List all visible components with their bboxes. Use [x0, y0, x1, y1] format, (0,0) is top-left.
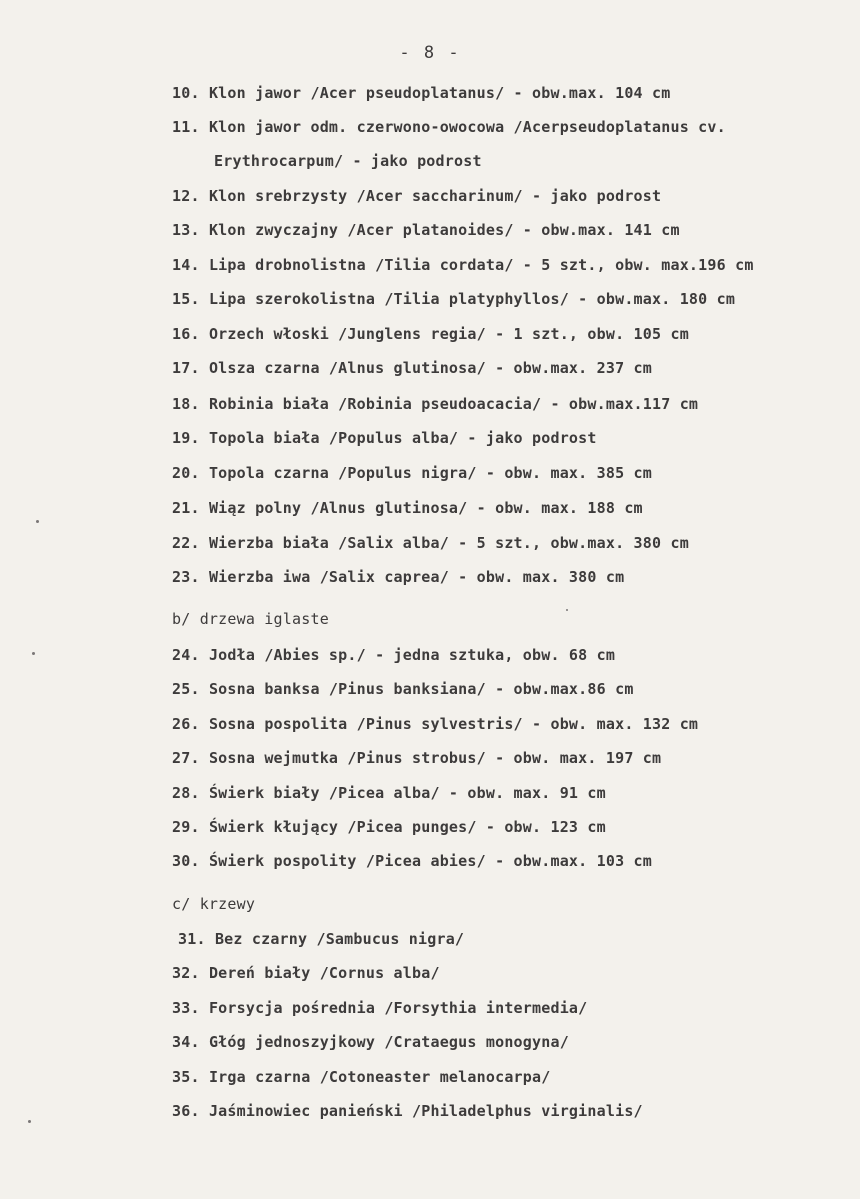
section-heading-shrubs: [172, 894, 255, 914]
paper-speck: [36, 520, 39, 523]
list-item: [172, 533, 689, 553]
paper-speck: [32, 652, 35, 655]
list-item: [178, 929, 464, 949]
list-item: [172, 289, 735, 309]
list-item: [172, 358, 652, 378]
item-text: Sosna banksa /Pinus banksiana/ - obw.max.86 cm: [208, 680, 634, 698]
item-number: 22.: [172, 534, 200, 552]
item-number: 25.: [172, 680, 200, 698]
item-text: Bez czarny /Sambucus nigra/: [214, 930, 465, 948]
list-item: [172, 963, 440, 983]
list-item: [172, 428, 597, 448]
item-number: 27.: [172, 749, 200, 767]
item-number: 12.: [172, 187, 200, 205]
item-number: 18.: [172, 395, 200, 413]
page-number: - 8 -: [399, 43, 461, 63]
list-item: [172, 998, 587, 1018]
item-text: Głóg jednoszyjkowy /Crataegus monogyna/: [208, 1033, 569, 1051]
item-number: 26.: [172, 715, 200, 733]
item-number: 21.: [172, 499, 200, 517]
list-item: [172, 645, 615, 665]
item-number: 33.: [172, 999, 200, 1017]
item-text: Klon zwyczajny /Acer platanoides/ - obw.max. 141 cm: [208, 221, 680, 239]
list-item: [172, 220, 680, 240]
item-text: Dereń biały /Cornus alba/: [208, 964, 440, 982]
item-number: 30.: [172, 852, 200, 870]
item-number: 20.: [172, 464, 200, 482]
item-text: Wiąz polny /Alnus glutinosa/ - obw. max. 188 cm: [208, 499, 643, 517]
list-item: [172, 186, 661, 206]
item-number: 13.: [172, 221, 200, 239]
item-number: 16.: [172, 325, 200, 343]
item-text: Klon jawor odm. czerwono-owocowa /Acerpseudoplatanus cv.: [208, 118, 726, 136]
list-item: [172, 324, 689, 344]
section-heading-conifers: [172, 609, 329, 629]
item-number: 24.: [172, 646, 200, 664]
paper-speck: [566, 609, 568, 611]
list-item: [172, 817, 606, 837]
item-text: Wierzba biała /Salix alba/ - 5 szt., obw.max. 380 cm: [208, 534, 689, 552]
heading-text: b/ drzewa iglaste: [172, 610, 329, 628]
item-text: Sosna wejmutka /Pinus strobus/ - obw. max. 197 cm: [208, 749, 662, 767]
list-item: [172, 463, 652, 483]
item-number: 34.: [172, 1033, 200, 1051]
item-number: 10.: [172, 84, 200, 102]
item-text: Erythrocarpum/ - jako podrost: [214, 152, 482, 170]
item-text: Świerk pospolity /Picea abies/ - obw.max. 103 cm: [208, 852, 653, 870]
item-text: Irga czarna /Cotoneaster melanocarpa/: [208, 1068, 551, 1086]
list-item: [172, 83, 670, 103]
item-text: Lipa szerokolistna /Tilia platyphyllos/ - obw.max. 180 cm: [208, 290, 736, 308]
list-item: [172, 567, 624, 587]
list-item: [172, 394, 698, 414]
item-text: Robinia biała /Robinia pseudoacacia/ - obw.max.117 cm: [208, 395, 699, 413]
list-item: [172, 498, 643, 518]
item-number: 32.: [172, 964, 200, 982]
item-text: Świerk kłujący /Picea punges/ - obw. 123 cm: [208, 818, 606, 836]
item-text: Wierzba iwa /Salix caprea/ - obw. max. 380 cm: [208, 568, 625, 586]
item-number: 19.: [172, 429, 200, 447]
item-number: 35.: [172, 1068, 200, 1086]
list-item: [172, 714, 698, 734]
item-number: 36.: [172, 1102, 200, 1120]
item-text: Sosna pospolita /Pinus sylvestris/ - obw. max. 132 cm: [208, 715, 699, 733]
item-text: Klon jawor /Acer pseudoplatanus/ - obw.max. 104 cm: [208, 84, 671, 102]
item-text: Lipa drobnolistna /Tilia cordata/ - 5 szt., obw. max.196 cm: [208, 256, 754, 274]
item-number: 31.: [178, 930, 206, 948]
item-number: 15.: [172, 290, 200, 308]
item-text: Olsza czarna /Alnus glutinosa/ - obw.max. 237 cm: [208, 359, 653, 377]
item-text: Świerk biały /Picea alba/ - obw. max. 91 cm: [208, 784, 606, 802]
item-number: 29.: [172, 818, 200, 836]
item-text: Forsycja pośrednia /Forsythia intermedia/: [208, 999, 588, 1017]
list-item: [172, 117, 726, 137]
list-item: [172, 255, 754, 275]
heading-text: c/ krzewy: [172, 895, 256, 913]
item-number: 17.: [172, 359, 200, 377]
item-text: Topola biała /Populus alba/ - jako podrost: [208, 429, 597, 447]
list-item: [172, 783, 606, 803]
list-item: [172, 851, 652, 871]
list-item: [172, 748, 661, 768]
list-item: [172, 1101, 643, 1121]
item-number: 28.: [172, 784, 200, 802]
item-number: 11.: [172, 118, 200, 136]
item-text: Orzech włoski /Junglens regia/ - 1 szt., obw. 105 cm: [208, 325, 689, 343]
list-item: [172, 1067, 550, 1087]
paper-speck: [28, 1120, 31, 1123]
item-text: Jodła /Abies sp./ - jedna sztuka, obw. 68 cm: [208, 646, 616, 664]
item-text: Jaśminowiec panieński /Philadelphus virginalis/: [208, 1102, 643, 1120]
list-item-continuation: [214, 151, 482, 171]
item-text: Topola czarna /Populus nigra/ - obw. max. 385 cm: [208, 464, 653, 482]
item-text: Klon srebrzysty /Acer saccharinum/ - jako podrost: [208, 187, 662, 205]
list-item: [172, 679, 634, 699]
item-number: 23.: [172, 568, 200, 586]
item-number: 14.: [172, 256, 200, 274]
list-item: [172, 1032, 569, 1052]
